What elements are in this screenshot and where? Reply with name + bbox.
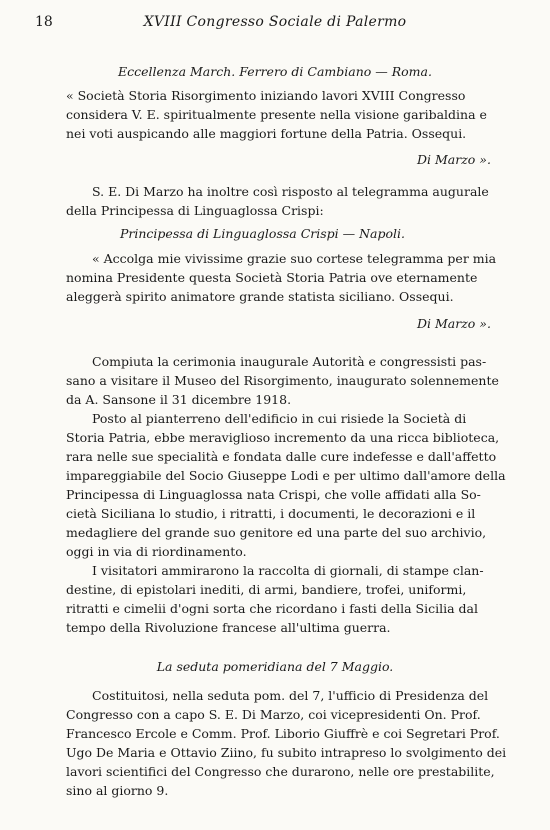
text-line: Francesco Ercole e Comm. Prof. Liborio Giuffrè e coi Segretari Prof.	[66, 726, 500, 741]
text-line: Principessa di Linguaglossa nata Crispi, che volle affidati alla So-	[66, 487, 481, 502]
text-line: sino al giorno 9.	[66, 783, 169, 798]
telegram-address: Eccellenza March. Ferrero di Cambiano — Roma.	[118, 64, 432, 79]
text-line: considera V. E. spiritualmente presente nella visione garibaldina e	[66, 107, 487, 122]
telegram-address: Principessa di Linguaglossa Crispi — Napoli.	[120, 226, 405, 241]
text-line: della Principessa di Linguaglossa Crispi:	[66, 203, 324, 218]
text-line: Congresso con a capo S. E. Di Marzo, coi vicepresidenti On. Prof.	[66, 707, 481, 722]
text-line: lavori scientifici del Congresso che durarono, nelle ore prestabilite,	[66, 764, 495, 779]
text-line: S. E. Di Marzo ha inoltre così risposto al telegramma augurale	[92, 184, 489, 199]
text-line: nei voti auspicando alle maggiori fortune della Patria. Ossequi.	[66, 126, 467, 141]
page-number: 18	[35, 14, 53, 30]
text-line: Posto al pianterreno dell'edificio in cui risiede la Società di	[92, 411, 467, 426]
signature: Di Marzo ».	[417, 152, 491, 167]
text-line: sano a visitare il Museo del Risorgimento, inaugurato solennemente	[66, 373, 499, 388]
text-line: medagliere del grande suo genitore ed una parte del suo archivio,	[66, 525, 487, 540]
text-line: Costituitosi, nella seduta pom. del 7, l'ufficio di Presidenza del	[92, 688, 489, 703]
running-title: XVIII Congresso Sociale di Palermo	[143, 14, 407, 30]
text-line: aleggerà spirito animatore grande statista siciliano. Ossequi.	[66, 289, 454, 304]
text-line: oggi in via di riordinamento.	[66, 544, 247, 559]
text-line: Ugo De Maria e Ottavio Ziino, fu subito intrapreso lo svolgimento dei	[66, 745, 507, 760]
text-line: I visitatori ammirarono la raccolta di giornali, di stampe clan-	[92, 563, 484, 578]
text-line: rara nelle sue specialità e fondata dalle cure indefesse e dall'affetto	[66, 449, 497, 464]
text-line: nomina Presidente questa Società Storia Patria ove eternamente	[66, 270, 478, 285]
text-line: Storia Patria, ebbe meraviglioso incremento da una ricca biblioteca,	[66, 430, 500, 445]
section-heading: La seduta pomeridiana del 7 Maggio.	[156, 659, 394, 674]
text-line: impareggiabile del Socio Giuseppe Lodi e per ultimo dall'amore della	[66, 468, 506, 483]
text-line: ritratti e cimelii d'ogni sorta che ricordano i fasti della Sicilia dal	[66, 601, 478, 616]
text-line: destine, di epistolari inediti, di armi, bandiere, trofei, uniformi,	[66, 582, 467, 597]
text-line: « Società Storia Risorgimento iniziando lavori XVIII Congresso	[66, 88, 466, 103]
signature: Di Marzo ».	[417, 316, 491, 331]
text-line: « Accolga mie vivissime grazie suo cortese telegramma per mia	[92, 251, 497, 266]
text-line: da A. Sansone il 31 dicembre 1918.	[66, 392, 292, 407]
text-line: tempo della Rivoluzione francese all'ultima guerra.	[66, 620, 391, 635]
text-line: cietà Siciliana lo studio, i ritratti, i documenti, le decorazioni e il	[66, 506, 476, 521]
text-line: Compiuta la cerimonia inaugurale Autorità e congressisti pas-	[92, 354, 487, 369]
running-header	[0, 14, 550, 34]
